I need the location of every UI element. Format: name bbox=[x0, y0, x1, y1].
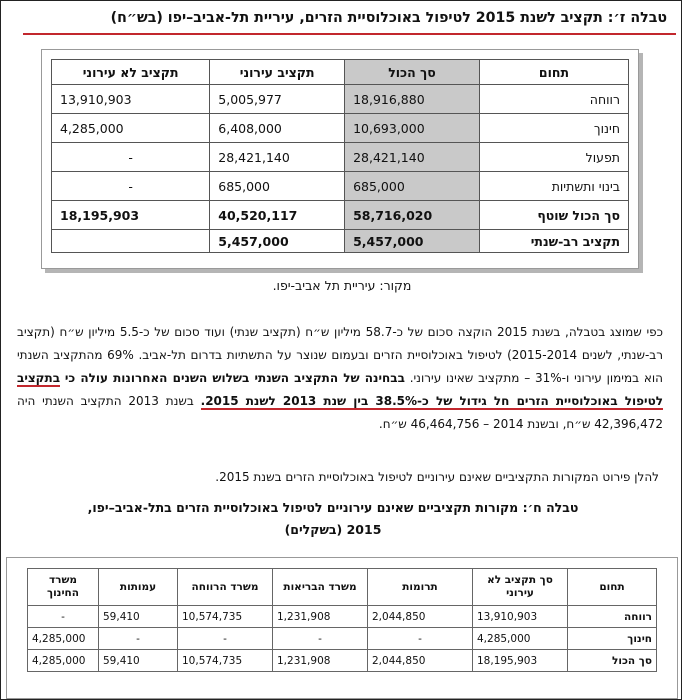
cell-ngo: - bbox=[99, 628, 178, 650]
cell-total: 18,916,880 bbox=[345, 85, 480, 114]
cell-municipal: 685,000 bbox=[210, 172, 345, 201]
table2-title-line2: 2015 (בשקלים) bbox=[284, 522, 382, 537]
table-row-total bbox=[28, 650, 657, 672]
table-row bbox=[28, 606, 657, 628]
cell-donations: 2,044,850 bbox=[368, 650, 473, 672]
cell-municipal: 40,520,117 bbox=[210, 201, 345, 230]
cell-nonmunicipal: 18,195,903 bbox=[52, 201, 210, 230]
paragraph-bold: בבחינה של התקציב השנתי בשלוש השנים האחרונות עולה כי bbox=[64, 371, 405, 385]
cell-donations: - bbox=[368, 628, 473, 650]
header-education-ministry: משרד החינוך bbox=[28, 569, 99, 606]
paragraph-sentence: כפי שמוצג בטבלה, בשנת 2015 הוקצה סכום של כ-58.7 מיליון ש״ח (תקציב שנתי) ועוד סכום של כ-5.5 מיליון ש״ח (תקציב רב-שנתי, לשנים 2015-2014) לטיפול באוכלוסיית הזרים ובעמום שנוצר על התשתיות בדרום תל-אביב. 69% מהתקציב השנתי הוא במימון עירוני ו-31% – מתקציב שאינו עירוני. bbox=[17, 325, 664, 385]
cell-municipal: 28,421,140 bbox=[210, 143, 345, 172]
cell-welfare: - bbox=[178, 628, 273, 650]
table1-source: מקור: עיריית תל אביב-יפו. bbox=[272, 278, 412, 293]
row-label: חינוך bbox=[479, 114, 628, 143]
cell-municipal: 5,457,000 bbox=[210, 230, 345, 253]
body-paragraph bbox=[17, 321, 663, 436]
cell-total: 58,716,020 bbox=[345, 201, 480, 230]
header-total-nonmunicipal: סך תקציב לא עירוני bbox=[473, 569, 568, 606]
paragraph-sentence: בשנת 2013 התקציב השנתי היה 42,396,472 ש״ח, ובשנת 2014 – 46,464,756 ש״ח. bbox=[17, 394, 663, 431]
cell-ngo: 59,410 bbox=[99, 650, 178, 672]
cell-total: 4,285,000 bbox=[473, 628, 568, 650]
cell-nonmunicipal: 13,910,903 bbox=[52, 85, 210, 114]
budget-table-2015 bbox=[51, 59, 629, 253]
cell-nonmunicipal: - bbox=[52, 143, 210, 172]
row-label: תקציב רב-שנתי bbox=[479, 230, 628, 253]
row-label: סך הכול שוטף bbox=[479, 201, 628, 230]
table-row bbox=[52, 143, 629, 172]
cell-total: 10,693,000 bbox=[345, 114, 480, 143]
cell-total: 13,910,903 bbox=[473, 606, 568, 628]
header-welfare-ministry: משרד הרווחה bbox=[178, 569, 273, 606]
table1-title: טבלה ז׳: תקציב לשנת 2015 לטיפול באוכלוסיית הזרים, עיריית תל-אביב–יפו (בש״ח) bbox=[110, 10, 667, 26]
row-label: תפעול bbox=[479, 143, 628, 172]
cell-health: 1,231,908 bbox=[273, 650, 368, 672]
row-label: סך הכול bbox=[568, 650, 657, 672]
header-municipal: תקציב עירוני bbox=[210, 60, 345, 85]
header-nonmunicipal: תקציב לא עירוני bbox=[52, 60, 210, 85]
paragraph-highlight: בתקציב לטיפול באוכלוסיית הזרים חל גידול של כ-38.5% בין שנת 2013 לשנת 2015. bbox=[17, 371, 663, 408]
header-domain: תחום bbox=[479, 60, 628, 85]
cell-education: 4,285,000 bbox=[28, 628, 99, 650]
table-row bbox=[52, 172, 629, 201]
cell-welfare: 10,574,735 bbox=[178, 606, 273, 628]
table1-frame bbox=[41, 49, 639, 269]
cell-total: 5,457,000 bbox=[345, 230, 480, 253]
cell-nonmunicipal: - bbox=[52, 172, 210, 201]
cell-municipal: 6,408,000 bbox=[210, 114, 345, 143]
header-ngos: עמותות bbox=[99, 569, 178, 606]
cell-total: 18,195,903 bbox=[473, 650, 568, 672]
table2-title bbox=[21, 497, 645, 541]
nonmunicipal-sources-table bbox=[27, 568, 657, 672]
table-row-multiyear bbox=[52, 230, 629, 253]
table-row-total bbox=[52, 201, 629, 230]
header-total: סך הכול bbox=[345, 60, 480, 85]
header-donations: תרומות bbox=[368, 569, 473, 606]
table2-intro: להלן פירוט המקורות התקציביים שאינם עירוניים לטיפול באוכלוסיית הזרים בשנת 2015. bbox=[215, 470, 659, 484]
row-label: חינוך bbox=[568, 628, 657, 650]
cell-total: 28,421,140 bbox=[345, 143, 480, 172]
cell-ngo: 59,410 bbox=[99, 606, 178, 628]
cell-welfare: 10,574,735 bbox=[178, 650, 273, 672]
row-label: רווחה bbox=[568, 606, 657, 628]
cell-municipal: 5,005,977 bbox=[210, 85, 345, 114]
header-domain: תחום bbox=[568, 569, 657, 606]
cell-health: 1,231,908 bbox=[273, 606, 368, 628]
cell-nonmunicipal bbox=[52, 230, 210, 253]
table2-title-line1: טבלה ח׳: מקורות תקציביים שאינם עירוניים לטיפול באוכלוסיית הזרים בתל-אביב–יפו, bbox=[87, 500, 579, 515]
table-row bbox=[28, 628, 657, 650]
cell-total: 685,000 bbox=[345, 172, 480, 201]
table-row bbox=[52, 85, 629, 114]
header-health-ministry: משרד הבריאות bbox=[273, 569, 368, 606]
cell-education: - bbox=[28, 606, 99, 628]
cell-nonmunicipal: 4,285,000 bbox=[52, 114, 210, 143]
row-label: בינוי ותשתיות bbox=[479, 172, 628, 201]
table2-frame bbox=[6, 557, 678, 699]
title-underline bbox=[23, 33, 676, 35]
cell-donations: 2,044,850 bbox=[368, 606, 473, 628]
table-row bbox=[52, 114, 629, 143]
cell-health: - bbox=[273, 628, 368, 650]
row-label: רווחה bbox=[479, 85, 628, 114]
cell-education: 4,285,000 bbox=[28, 650, 99, 672]
